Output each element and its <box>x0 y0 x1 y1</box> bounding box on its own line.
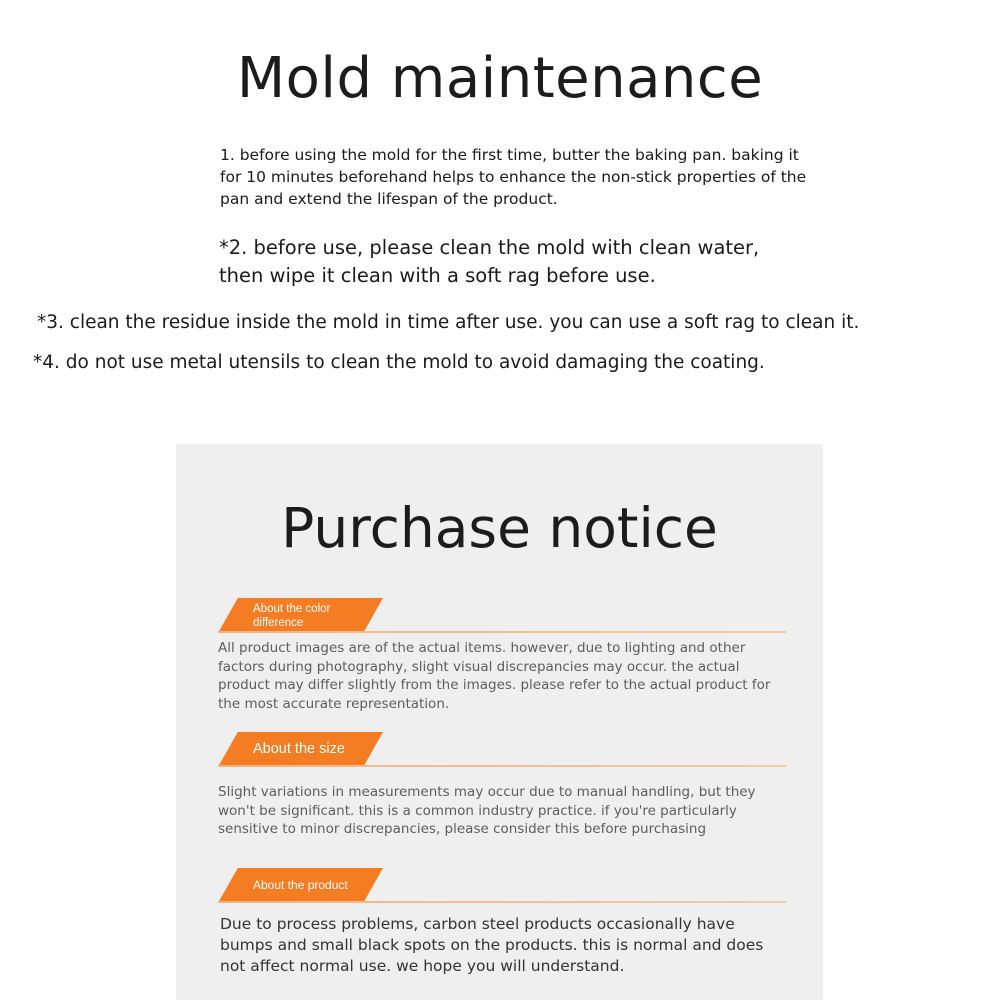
color-difference-text: All product images are of the actual items. however, due to lighting and other factors during photography, slight visual discrepancies may occur. the actual product may differ slightly from the images. please refer to the actual product for the most accurate representation. <box>218 640 771 712</box>
maintenance-step-4: *4. do not use metal utensils to clean the mold to avoid damaging the coating. <box>33 352 765 373</box>
maintenance-step-3: *3. clean the residue inside the mold in time after use. you can use a soft rag to clean it. <box>37 312 860 333</box>
size-label: About the size <box>253 741 345 757</box>
product-text: Due to process problems, carbon steel products occasionally have bumps and small black spots on the products. this is normal and does not affect normal use. we hope you will understand. <box>220 915 764 975</box>
section-divider <box>218 901 786 903</box>
maintenance-step-2: *2. before use, please clean the mold with clean water, then wipe it clean with a soft rag before use. <box>219 236 760 287</box>
purchase-notice-title: Purchase notice <box>281 496 718 560</box>
size-text: Slight variations in measurements may occur due to manual handling, but they won't be significant. this is a common industry practice. if you're particularly sensitive to minor discrepancies, please consider this before purchasing <box>218 784 756 837</box>
product-label: About the product <box>253 878 348 892</box>
maintenance-step-1: 1. before using the mold for the first time, butter the baking pan. baking it for 10 minutes beforehand helps to enhance the non-stick properties of the pan and extend the lifespan of the product. <box>220 146 807 208</box>
mold-maintenance-title: Mold maintenance <box>236 46 764 111</box>
color-difference-label: About the color difference <box>253 603 331 629</box>
section-divider <box>218 631 786 633</box>
section-divider <box>218 765 786 767</box>
